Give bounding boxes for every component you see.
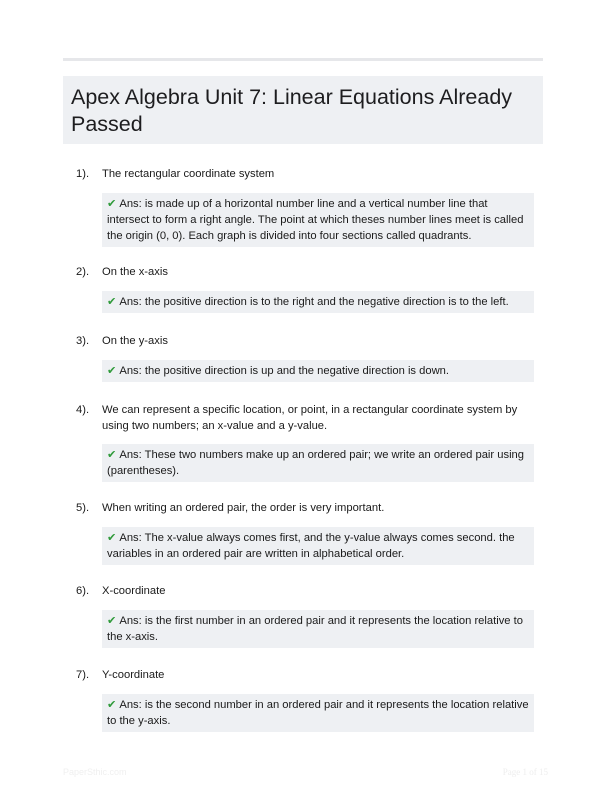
question-text: We can represent a specific location, or point, in a rectangular coordinate system by using two numbers; an x-value and a y-value.: [102, 404, 518, 432]
answer-box: [102, 527, 534, 565]
question-number: 2).: [76, 266, 90, 278]
question-text: On the y-axis: [102, 335, 168, 347]
question-text: When writing an ordered pair, the order is very important.: [102, 502, 385, 514]
check-icon: ✔: [107, 615, 117, 627]
answer-box: [102, 360, 534, 382]
question-text: The rectangular coordinate system: [102, 168, 275, 180]
check-icon: ✔: [107, 296, 117, 308]
answer-text: Ans: is the first number in an ordered pair and it represents the location relative to the x-axis.: [107, 615, 523, 643]
answer-box: [102, 610, 534, 648]
answer-text: Ans: is made up of a horizontal number line and a vertical number line that intersect to form a right angle. The point at which theses number lines meet is called the origin (0, 0). Each graph is divided into four sections called quadrants.: [107, 198, 524, 242]
answer-text: Ans: These two numbers make up an ordered pair; we write an ordered pair using (parentheses).: [107, 449, 524, 477]
answer-box: [102, 694, 534, 732]
answer-text: Ans: the positive direction is to the right and the negative direction is to the left.: [119, 296, 509, 308]
check-icon: ✔: [107, 449, 117, 461]
question-text: On the x-axis: [102, 266, 168, 278]
answer-text: Ans: the positive direction is up and the negative direction is down.: [119, 365, 449, 377]
answer-box: [102, 444, 534, 482]
answer-box: [102, 193, 534, 247]
answer-text: Ans: The x-value always comes first, and the y-value always comes second. the variables in an ordered pair are written in alphabetical order.: [107, 532, 515, 560]
question-number: 7).: [76, 669, 90, 681]
question-text: Y-coordinate: [102, 669, 165, 681]
check-icon: ✔: [107, 198, 117, 210]
question-number: 4).: [76, 404, 90, 416]
answer-text: Ans: is the second number in an ordered pair and it represents the location relative to the y-axis.: [107, 699, 529, 727]
question-text: X-coordinate: [102, 585, 166, 597]
question-number: 3).: [76, 335, 90, 347]
question-number: 6).: [76, 585, 90, 597]
question-number: 5).: [76, 502, 90, 514]
check-icon: ✔: [107, 365, 117, 377]
page-title: Apex Algebra Unit 7: Linear Equations Already Passed: [71, 85, 513, 136]
check-icon: ✔: [107, 699, 117, 711]
page-number: Page 1 of 15: [502, 767, 548, 777]
footer-watermark: PaperSthic.com: [63, 767, 127, 777]
answer-box: [102, 291, 534, 313]
check-icon: ✔: [107, 532, 117, 544]
question-number: 1).: [76, 168, 90, 180]
